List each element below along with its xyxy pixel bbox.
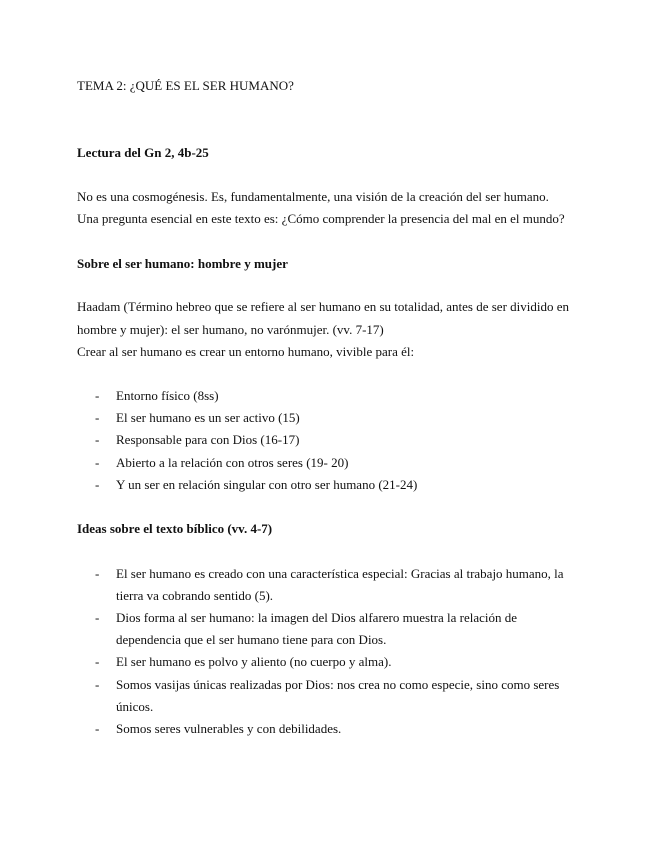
list-item-continuation: dependencia que el ser humano tiene para con Dios. bbox=[116, 632, 387, 647]
bullet-marker: - bbox=[95, 610, 100, 625]
paragraph-line: Crear al ser humano es crear un entorno humano, vivible para él: bbox=[77, 344, 415, 359]
list-item: Entorno físico (8ss) bbox=[116, 388, 219, 403]
list-item: El ser humano es un ser activo (15) bbox=[116, 410, 300, 425]
list-item: Somos vasijas únicas realizadas por Dios: nos crea no como especie, sino como seres bbox=[116, 677, 560, 692]
list-item-continuation: únicos. bbox=[116, 699, 154, 714]
bullet-marker: - bbox=[95, 654, 100, 669]
bullet-marker: - bbox=[95, 410, 100, 425]
list-item: El ser humano es polvo y aliento (no cuerpo y alma). bbox=[116, 654, 392, 669]
section-heading-lectura: Lectura del Gn 2, 4b-25 bbox=[77, 145, 209, 160]
bullet-marker: - bbox=[95, 566, 100, 581]
document-title: TEMA 2: ¿QUÉ ES EL SER HUMANO? bbox=[77, 78, 294, 93]
bullet-marker: - bbox=[95, 677, 100, 692]
list-item: Dios forma al ser humano: la imagen del Dios alfarero muestra la relación de bbox=[116, 610, 518, 625]
bullet-marker: - bbox=[95, 432, 100, 447]
bullet-marker: - bbox=[95, 477, 100, 492]
paragraph-line: No es una cosmogénesis. Es, fundamentalmente, una visión de la creación del ser humano. bbox=[77, 189, 549, 204]
list-item: Responsable para con Dios (16-17) bbox=[116, 432, 300, 447]
paragraph-line: Una pregunta esencial en este texto es: ¿Cómo comprender la presencia del mal en el mundo? bbox=[77, 211, 565, 226]
bullet-marker: - bbox=[95, 388, 100, 403]
bullet-marker: - bbox=[95, 455, 100, 470]
list-item: Abierto a la relación con otros seres (19- 20) bbox=[116, 455, 349, 470]
list-item: Y un ser en relación singular con otro ser humano (21-24) bbox=[116, 477, 418, 492]
bullet-marker: - bbox=[95, 721, 100, 736]
list-item: Somos seres vulnerables y con debilidades. bbox=[116, 721, 342, 736]
list-item: El ser humano es creado con una característica especial: Gracias al trabajo humano, la bbox=[116, 566, 564, 581]
paragraph-line: hombre y mujer): el ser humano, no varónmujer. (vv. 7-17) bbox=[77, 322, 384, 337]
section-heading-ideas: Ideas sobre el texto bíblico (vv. 4-7) bbox=[77, 521, 273, 536]
list-item-continuation: tierra va cobrando sentido (5). bbox=[116, 588, 274, 603]
section-heading-ser-humano: Sobre el ser humano: hombre y mujer bbox=[77, 256, 288, 271]
paragraph-line: Haadam (Término hebreo que se refiere al ser humano en su totalidad, antes de ser dividido en bbox=[77, 299, 570, 314]
